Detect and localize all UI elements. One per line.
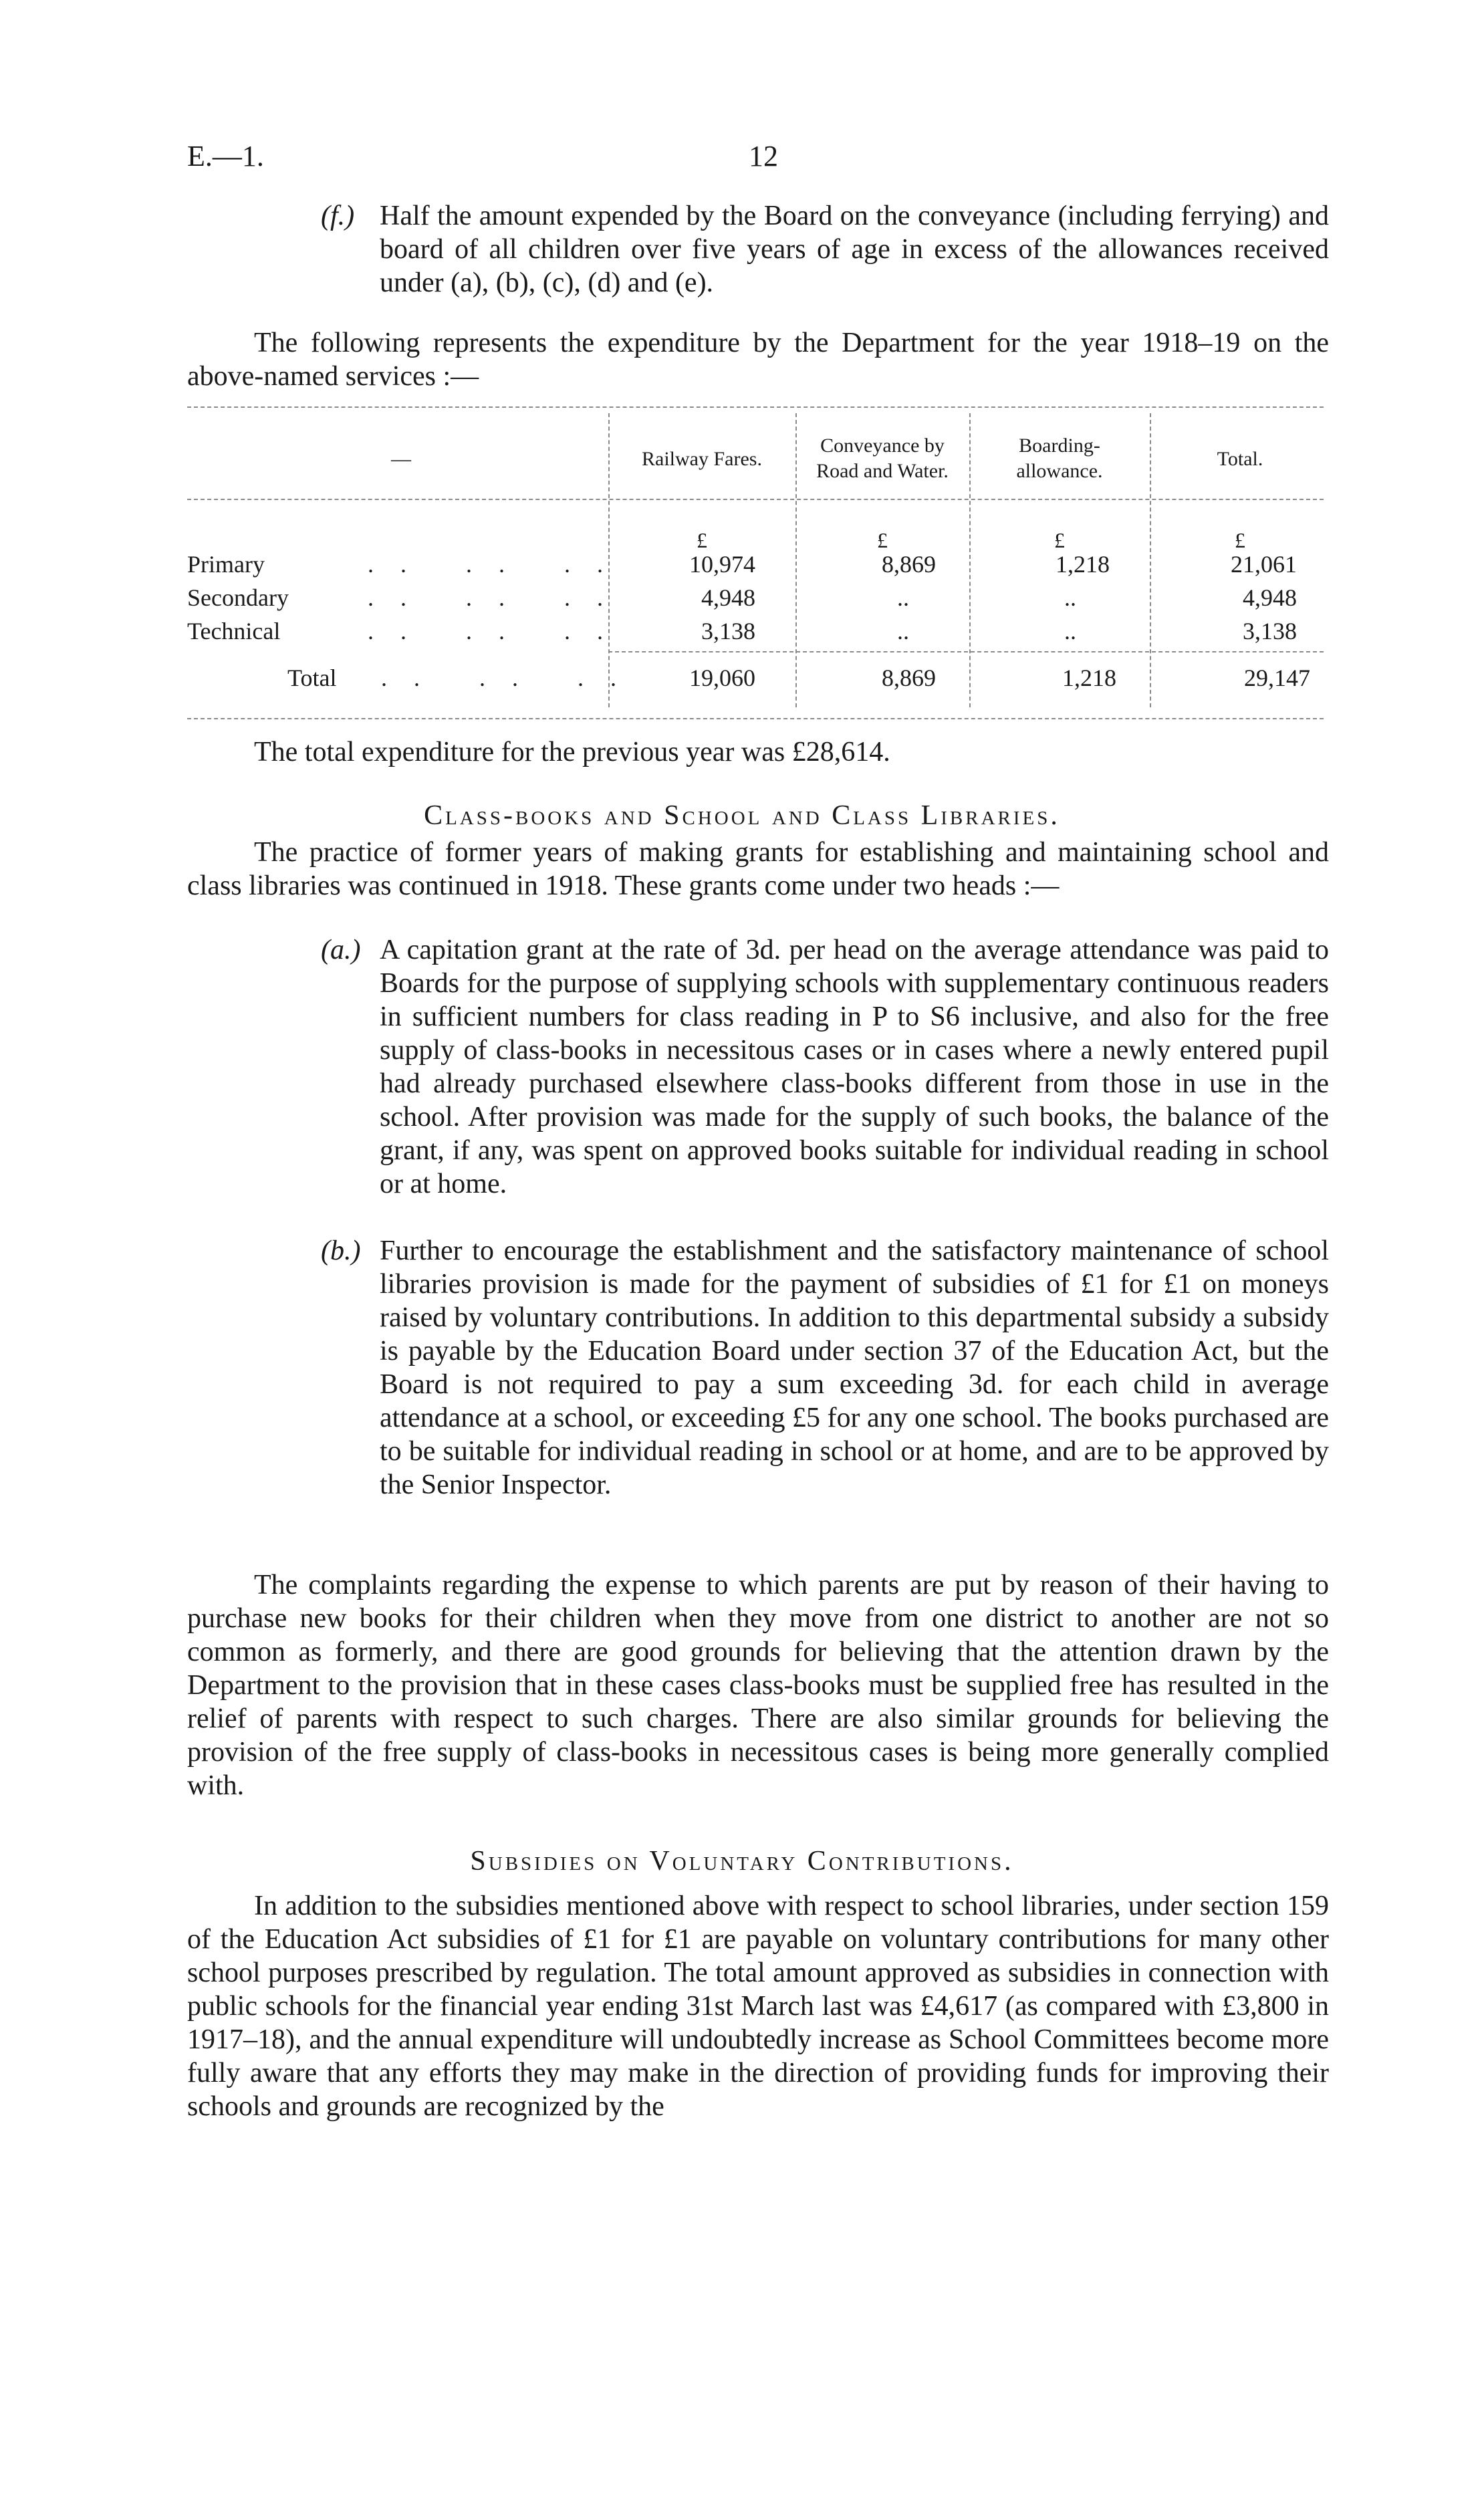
item-a-text: A capitation grant at the rate of 3d. per head on the average attendance was paid to Boards for the purpose of supplying schools with supplementary continuous readers in sufficient numbers for class reading in P to S6 inclusive, and also for the free supply of class-books in necessitous cases or in cases where a newly entered pupil had already purchased elsewhere class-books different from those in use in the school. After provision was made for the supply of such books, the balance of the grant, if any, was spent on approved books suitable for individual reading in school or at home. (380, 935, 1329, 1199)
item-b-marker: (b.) (321, 1235, 361, 1266)
header-bottom-rule (187, 499, 1324, 500)
row-label-primary: Primary (187, 551, 265, 578)
item-f (321, 199, 1329, 300)
unit-total: £ (1235, 528, 1245, 552)
table-top-rule (187, 406, 1324, 408)
expenditure-table (187, 406, 1324, 727)
column-header-boarding: Boarding-allowance. (1016, 435, 1103, 482)
unit-conveyance: £ (877, 528, 888, 552)
section-heading-subsidies: Subsidies on Voluntary Contributions. (470, 1846, 1014, 1877)
col-divider-2 (795, 413, 797, 707)
unit-railway: £ (697, 528, 707, 552)
row-label-technical: Technical (187, 618, 281, 644)
item-f-marker: (f.) (321, 201, 355, 231)
cell-total-railway: 19,060 (689, 665, 755, 691)
leader-dots: .. .. .. (381, 665, 643, 691)
item-b-text: Further to encourage the establishment and the satisfactory maintenance of school libraries provision is made for the payment of subsidies of £1 for £1 on moneys raised by voluntary contributions. In addition to this departmental subsidy a subsidy is payable by the Education Board under section 37 of the Education Act, but the Board is not required to pay a sum exceeding 3d. for each child in average attendance at a school, or exceeding £5 for any one school. The books purchased are to be suitable for individual reading in school or at home, and are to be approved by the Senior Inspector. (380, 1235, 1329, 1500)
intro-paragraph: The following represents the expenditure by the Department for the year 1918–19 on the above-named services :— (187, 328, 1329, 392)
row-label-total: Total (287, 665, 337, 691)
previous-year-text: The total expenditure for the previous year was £28,614. (254, 737, 890, 767)
cell-secondary-boarding: .. (1064, 584, 1076, 611)
cell-technical-conveyance: .. (897, 618, 909, 644)
cell-technical-total: 3,138 (1243, 618, 1297, 644)
cell-technical-boarding: .. (1064, 618, 1076, 644)
leader-dots: .. .. .. (368, 584, 630, 611)
column-header-railway: Railway Fares. (642, 448, 762, 470)
section-heading-libraries: Class-books and School and Class Libraries. (424, 800, 1060, 831)
unit-boarding: £ (1054, 528, 1065, 552)
page-number: 12 (749, 140, 778, 172)
cell-technical-railway: 3,138 (701, 618, 755, 644)
cell-secondary-total: 4,948 (1243, 584, 1297, 611)
column-header-total: Total. (1217, 448, 1263, 470)
cell-primary-conveyance: 8,869 (882, 551, 936, 578)
cell-secondary-railway: 4,948 (701, 584, 755, 611)
cell-total-boarding: 1,218 (1062, 665, 1116, 691)
total-top-rule (608, 651, 1324, 652)
report-reference: E.—1. (187, 140, 264, 172)
item-f-text: Half the amount expended by the Board on the conveyance (including ferrying) and board of all children over five years of age in excess of the allowances received under (a), (b), (c), (d) and (e). (380, 201, 1329, 298)
cell-primary-total: 21,061 (1231, 551, 1297, 578)
item-a-marker: (a.) (321, 935, 361, 965)
column-header-conveyance: Conveyance by Road and Water. (816, 435, 949, 482)
table-bottom-rule (187, 718, 1324, 719)
header-dash: — (391, 448, 411, 470)
complaints-paragraph: The complaints regarding the expense to which parents are put by reason of their having to purchase new books for their children when they move from one district to another are not so common as formerly, and there are good grounds for believing that the attention drawn by the Department to the provision that in these cases class-books must be supplied free has resulted in the relief of parents with respect to such charges. There are also similar grounds for believing the provision of the free supply of class-books in necessitous cases is being more generally complied with. (187, 1570, 1329, 1801)
cell-total-total: 29,147 (1244, 665, 1310, 691)
row-label-secondary: Secondary (187, 584, 289, 611)
cell-primary-boarding: 1,218 (1056, 551, 1110, 578)
subsidies-paragraph: In addition to the subsidies mentioned above with respect to school libraries, under section 159 of the Education Act subsidies of £1 for £1 are payable on voluntary contributions for many other school purposes prescribed by regulation. The total amount approved as subsidies in connection with public schools for the financial year ending 31st March last was £4,617 (as compared with £3,800 in 1917–18), and the annual expenditure will undoubtedly increase as School Committees become more fully aware that any efforts they may make in the direction of providing funds for improving their schools and grounds are recognized by the (187, 1891, 1329, 2122)
col-divider-4 (1150, 413, 1151, 707)
cell-secondary-conveyance: .. (897, 584, 909, 611)
item-b (321, 1234, 1329, 1502)
cell-primary-railway: 10,974 (689, 551, 755, 578)
col-divider-3 (969, 413, 971, 707)
leader-dots: .. .. .. (368, 618, 630, 644)
leader-dots: .. .. .. (368, 551, 630, 578)
page-header (0, 0, 1484, 221)
libraries-intro: The practice of former years of making grants for establishing and maintaining school and class libraries was continued in 1918. These grants come under two heads :— (187, 837, 1329, 901)
item-a (321, 933, 1329, 1201)
cell-total-conveyance: 8,869 (882, 665, 936, 691)
